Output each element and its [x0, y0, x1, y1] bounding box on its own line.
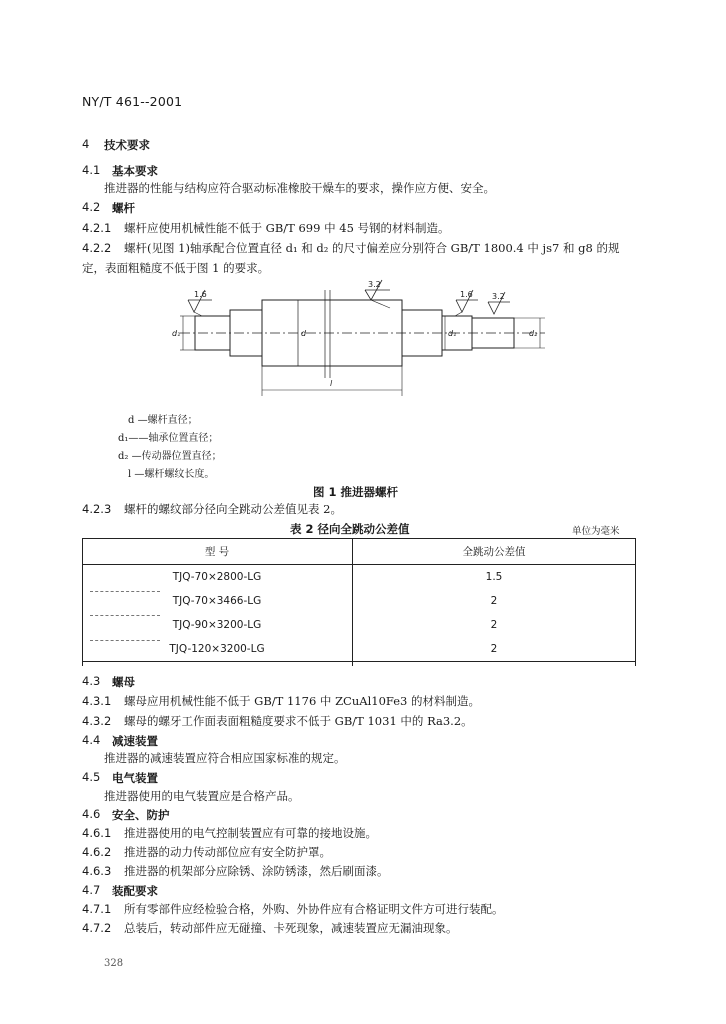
roughness-label-1: 1.6 — [194, 290, 207, 299]
section-4-2-2-text-line1: 螺杆(见图 1)轴承配合位置直径 d₁ 和 d₂ 的尺寸偏差应分别符合 GB/T 1800.4 中 js7 和 g8 的规 — [124, 241, 620, 255]
row-model: TJQ-120×3200-LG — [82, 637, 352, 662]
page-number: 328 — [104, 958, 124, 969]
table-row — [82, 613, 636, 637]
section-4-7-title: 装配要求 — [112, 884, 158, 898]
section-4-3-number: 4.3 — [82, 674, 101, 688]
dim-l-label: l — [330, 379, 333, 388]
row-value: 2 — [490, 619, 498, 631]
table-2 — [82, 538, 636, 662]
section-4-2-title: 螺杆 — [112, 201, 135, 215]
section-4-2-3-text: 螺杆的螺纹部分径向全跳动公差值见表 2。 — [124, 502, 342, 516]
section-4-6-1-number: 4.6.1 — [82, 826, 112, 840]
section-4-5-number: 4.5 — [82, 770, 101, 784]
section-4-2-1-number: 4.2.1 — [82, 221, 112, 235]
table-2-caption: 表 2 径向全跳动公差值 — [290, 522, 410, 536]
row-separator — [90, 615, 160, 616]
row-value: 1.5 — [485, 571, 503, 583]
section-4-1-text: 推进器的性能与结构应符合驱动标准橡胶干燥车的要求，操作应方便、安全。 — [104, 181, 495, 195]
section-4-4-title: 减速装置 — [112, 734, 158, 748]
table-row — [82, 589, 636, 613]
dim-d2-label: d₂ — [529, 329, 538, 338]
section-4-6-2-number: 4.6.2 — [82, 845, 112, 859]
header-model: 型 号 — [82, 538, 352, 565]
roughness-label-2: 3.2 — [368, 280, 381, 289]
section-4-6-2-text: 推进器的动力传动部位应有安全防护罩。 — [124, 845, 331, 859]
row-separator — [90, 591, 160, 592]
section-4-3-2-text: 螺母的螺牙工作面表面粗糙度要求不低于 GB/T 1031 中的 Ra3.2。 — [124, 714, 473, 728]
figure-1-legend-d: d —螺杆直径； — [128, 415, 198, 426]
row-separator — [90, 640, 160, 641]
section-4-2-2-text-line2: 定，表面粗糙度不低于图 1 的要求。 — [82, 261, 270, 275]
section-4-6-3-text: 推进器的机架部分应除锈、涂防锈漆，然后刷面漆。 — [124, 864, 389, 878]
section-4-5-text: 推进器使用的电气装置应是合格产品。 — [104, 789, 300, 803]
section-4-7-1-text: 所有零部件应经检验合格，外购、外协件应有合格证明文件方可进行装配。 — [124, 902, 504, 916]
table-row — [82, 565, 636, 590]
section-4-7-number: 4.7 — [82, 883, 101, 897]
section-4-title: 技术要求 — [104, 138, 150, 152]
section-4-2-3-number: 4.2.3 — [82, 502, 112, 516]
section-4-6-number: 4.6 — [82, 807, 101, 821]
section-4-7-2-number: 4.7.2 — [82, 921, 112, 935]
section-4-6-title: 安全、防护 — [112, 808, 170, 822]
section-4-2-1-text: 螺杆应使用机械性能不低于 GB/T 699 中 45 号钢的材料制造。 — [124, 221, 450, 235]
table-header-row — [82, 538, 636, 565]
section-4-1-title: 基本要求 — [112, 164, 158, 178]
section-4-3-2-number: 4.3.2 — [82, 714, 112, 728]
header-tolerance: 全跳动公差值 — [352, 538, 636, 565]
roughness-label-4: 3.2 — [492, 292, 505, 301]
row-model: TJQ-90×3200-LG — [172, 619, 262, 631]
figure-1-legend-l: l —螺杆螺纹长度。 — [128, 469, 215, 480]
dim-d1-right-label: d₁ — [448, 329, 457, 338]
row-model: TJQ-70×2800-LG — [172, 571, 262, 583]
dim-d-label: d — [301, 329, 307, 338]
section-4-6-3-number: 4.6.3 — [82, 864, 112, 878]
figure-1-legend-d1: d₁——轴承位置直径； — [118, 433, 219, 444]
section-4-4-number: 4.4 — [82, 733, 101, 747]
section-4-3-1-text: 螺母应用机械性能不低于 GB/T 1176 中 ZCuAl10Fe3 的材料制造。 — [124, 694, 481, 708]
roughness-label-3: 1.6 — [460, 290, 473, 299]
standard-code: NY/T 461--2001 — [82, 94, 183, 109]
section-4-1-number: 4.1 — [82, 163, 101, 177]
section-4-7-1-number: 4.7.1 — [82, 902, 112, 916]
section-4-2-2-number: 4.2.2 — [82, 241, 112, 255]
section-4-2-number: 4.2 — [82, 200, 101, 214]
section-4-4-text: 推进器的减速装置应符合相应国家标准的规定。 — [104, 751, 346, 765]
row-value: 2 — [352, 637, 636, 662]
row-value: 2 — [490, 595, 498, 607]
table-2-unit: 单位为毫米 — [572, 526, 620, 537]
section-4-3-title: 螺母 — [112, 675, 135, 689]
section-4-5-title: 电气装置 — [112, 771, 158, 785]
figure-1-caption: 图 1 推进器螺杆 — [313, 485, 399, 499]
section-4-3-1-number: 4.3.1 — [82, 694, 112, 708]
row-model: TJQ-70×3466-LG — [172, 595, 262, 607]
section-4-7-2-text: 总装后，转动部件应无碰撞、卡死现象，减速装置应无漏油现象。 — [124, 921, 458, 935]
table-row — [82, 637, 636, 662]
dim-d1-left-label: d₁ — [172, 329, 181, 338]
figure-1-legend-d2: d₂ —传动器位置直径； — [118, 451, 222, 462]
section-4-number: 4 — [82, 137, 90, 151]
figure-1-screw-drawing — [150, 278, 570, 413]
section-4-6-1-text: 推进器使用的电气控制装置应有可靠的接地设施。 — [124, 826, 377, 840]
